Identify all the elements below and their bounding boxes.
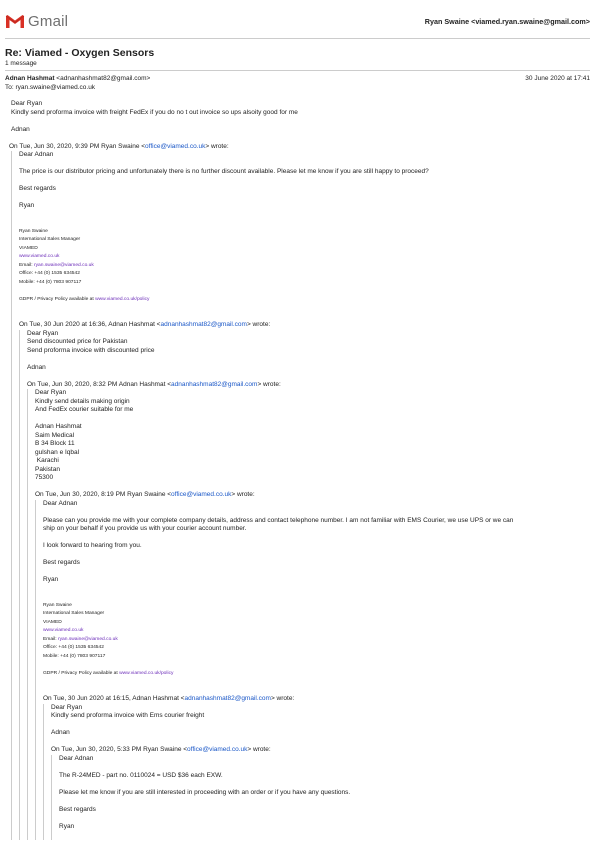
quote-line: Send proforma invoice with discounted price bbox=[27, 346, 155, 354]
quote-line: Adnan bbox=[51, 729, 70, 736]
quote-line: Kindly send proforma invoice with Ems courier freight bbox=[51, 712, 205, 719]
sig-website-link[interactable]: www.viamed.co.uk bbox=[19, 254, 60, 259]
body-greeting: Dear Ryan bbox=[11, 100, 43, 107]
quote-line: Send discounted price for Pakistan bbox=[27, 338, 128, 345]
quote-attribution-3: On Tue, Jun 30, 2020, 8:32 PM Adnan Hashmat <adnanhashmat82@gmail.com> wrote: bbox=[27, 380, 281, 388]
quote-block-2 bbox=[19, 330, 591, 840]
sig-website-link[interactable]: www.viamed.co.uk bbox=[43, 628, 84, 633]
sig-role: International Sales Manager bbox=[43, 611, 105, 616]
quote-block-4 bbox=[35, 500, 591, 840]
sig-gdpr-line: GDPR / Privacy Policy available at www.viamed.co.uk/policy bbox=[19, 296, 150, 302]
quote-line: Please can you provide me with your complete company details, address and contact telephone number. I am not familiar with EMS Courier, we use UPS or we can bbox=[43, 516, 514, 524]
address-line: Karachi bbox=[35, 457, 59, 464]
address-line: Saim Medical bbox=[35, 431, 75, 439]
quote-email-link[interactable]: office@viamed.co.uk bbox=[145, 142, 206, 150]
quote-attribution-5: On Tue, 30 Jun 2020 at 16:15, Adnan Hashmat <adnanhashmat82@gmail.com> wrote: bbox=[43, 695, 295, 702]
quote-email-link[interactable]: adnanhashmat82@gmail.com bbox=[160, 321, 247, 328]
sig-email-line: Email: ryan.swaine@viamed.co.uk bbox=[19, 262, 94, 268]
address-line: Adnan Hashmat bbox=[35, 423, 82, 430]
quote-line: Dear Ryan bbox=[51, 703, 83, 711]
sig-mobile: Mobile: +44 (0) 7803 907117 bbox=[19, 279, 82, 285]
thread-subject: Re: Viamed - Oxygen Sensors bbox=[5, 47, 155, 59]
sender-name: Adnan Hashmat bbox=[5, 75, 55, 82]
quote-line: Ryan bbox=[19, 202, 35, 209]
quote-line: The price is our distributor pricing and unfortunately there is no further discount available. Please let me know if you are still happy to proceed? bbox=[19, 168, 429, 175]
recipient-line: To: ryan.swaine@viamed.co.uk bbox=[5, 83, 96, 91]
account-label: Ryan Swaine <viamed.ryan.swaine@gmail.com> bbox=[424, 17, 590, 26]
quote-email-link[interactable]: adnanhashmat82@gmail.com bbox=[184, 695, 271, 702]
quote-line: Dear Ryan bbox=[35, 389, 67, 396]
header-divider bbox=[5, 38, 590, 39]
subject-divider bbox=[5, 70, 590, 71]
quote-block-5 bbox=[43, 704, 591, 840]
message-date: 30 June 2020 at 17:41 bbox=[525, 75, 590, 82]
address-line: 75300 bbox=[35, 474, 54, 481]
quote-attribution-2: On Tue, 30 Jun 2020 at 16:36, Adnan Hashmat <adnanhashmat82@gmail.com> wrote: bbox=[19, 321, 271, 328]
message-count: 1 message bbox=[5, 60, 37, 67]
sig-email-link[interactable]: ryan.swaine@viamed.co.uk bbox=[33, 262, 94, 268]
quote-line: The R-24MED - part no. 0110024 = USD $36 each EXW. bbox=[59, 771, 223, 779]
sig-email-link[interactable]: ryan.swaine@viamed.co.uk bbox=[57, 636, 118, 642]
message-body bbox=[11, 100, 591, 840]
sig-office: Office: +44 (0) 1535 634542 bbox=[43, 645, 104, 650]
quote-line: Dear Adnan bbox=[43, 499, 78, 507]
quote-line: And FedEx courier suitable for me bbox=[35, 406, 134, 413]
gmail-logo bbox=[5, 13, 68, 30]
sig-email-line: Email: ryan.swaine@viamed.co.uk bbox=[43, 636, 118, 642]
sig-role: International Sales Manager bbox=[19, 237, 81, 242]
sig-name: Ryan Swaine bbox=[19, 228, 48, 234]
quote-email-link[interactable]: adnanhashmat82@gmail.com bbox=[171, 380, 258, 388]
sig-policy-link[interactable]: www.viamed.co.uk/policy bbox=[119, 670, 174, 676]
quote-block-6 bbox=[51, 755, 591, 840]
gmail-wordmark: Gmail bbox=[28, 13, 69, 30]
quote-line: Dear Ryan bbox=[27, 329, 59, 337]
quote-line: Ryan bbox=[59, 822, 75, 830]
address-line: Pakistan bbox=[35, 465, 60, 473]
quote-line: ship on your behalf if you provide us with your courier account number. bbox=[43, 525, 247, 532]
quote-line: Ryan bbox=[43, 576, 59, 583]
quote-block-1 bbox=[11, 151, 591, 840]
quote-line: Dear Adnan bbox=[19, 151, 54, 158]
quote-line: Dear Adnan bbox=[59, 754, 94, 762]
sig-gdpr-line: GDPR / Privacy Policy available at www.viamed.co.uk/policy bbox=[43, 670, 174, 676]
quote-line: Best regards bbox=[43, 559, 80, 566]
email-signature bbox=[19, 228, 591, 305]
message-meta bbox=[5, 75, 590, 92]
quote-block-3 bbox=[27, 389, 591, 840]
sender-email: <adnanhashmat82@gmail.com> bbox=[56, 75, 151, 82]
quote-attribution-4: On Tue, Jun 30, 2020, 8:19 PM Ryan Swaine <office@viamed.co.uk> wrote: bbox=[35, 491, 255, 498]
gmail-envelope-icon bbox=[5, 14, 25, 29]
address-line: gulshan e Iqbal bbox=[35, 448, 80, 456]
address-line: B 34 Block 11 bbox=[35, 440, 75, 447]
quote-line: Best regards bbox=[59, 805, 96, 813]
quote-attribution-1: On Tue, Jun 30, 2020, 9:39 PM Ryan Swaine <office@viamed.co.uk> wrote: bbox=[9, 142, 229, 150]
sig-name: Ryan Swaine bbox=[43, 602, 72, 608]
body-text: Kindly send proforma invoice with freight FedEx if you do no t out invoice so ups alsoity good for me bbox=[11, 108, 298, 116]
sig-company: VIAMED bbox=[19, 245, 38, 251]
quote-line: Kindly send details making origin bbox=[35, 397, 130, 405]
quote-email-link[interactable]: office@viamed.co.uk bbox=[171, 491, 232, 498]
quote-line: I look forward to hearing from you. bbox=[43, 542, 142, 549]
quote-line: Please let me know if you are still interested in proceeding with an order or if you have any questions. bbox=[59, 788, 351, 796]
sig-office: Office: +44 (0) 1535 634542 bbox=[19, 271, 80, 276]
quote-line: Best regards bbox=[19, 185, 56, 192]
sig-policy-link[interactable]: www.viamed.co.uk/policy bbox=[95, 296, 150, 302]
body-signoff: Adnan bbox=[11, 125, 30, 133]
quote-attribution-6: On Tue, Jun 30, 2020, 5:33 PM Ryan Swaine <office@viamed.co.uk> wrote: bbox=[51, 746, 271, 753]
sig-mobile: Mobile: +44 (0) 7803 907117 bbox=[43, 653, 106, 659]
email-signature bbox=[43, 602, 591, 679]
page-header bbox=[0, 0, 595, 40]
sig-company: VIAMED bbox=[43, 619, 62, 625]
quote-email-link[interactable]: office@viamed.co.uk bbox=[187, 746, 248, 753]
quote-line: Adnan bbox=[27, 363, 46, 371]
